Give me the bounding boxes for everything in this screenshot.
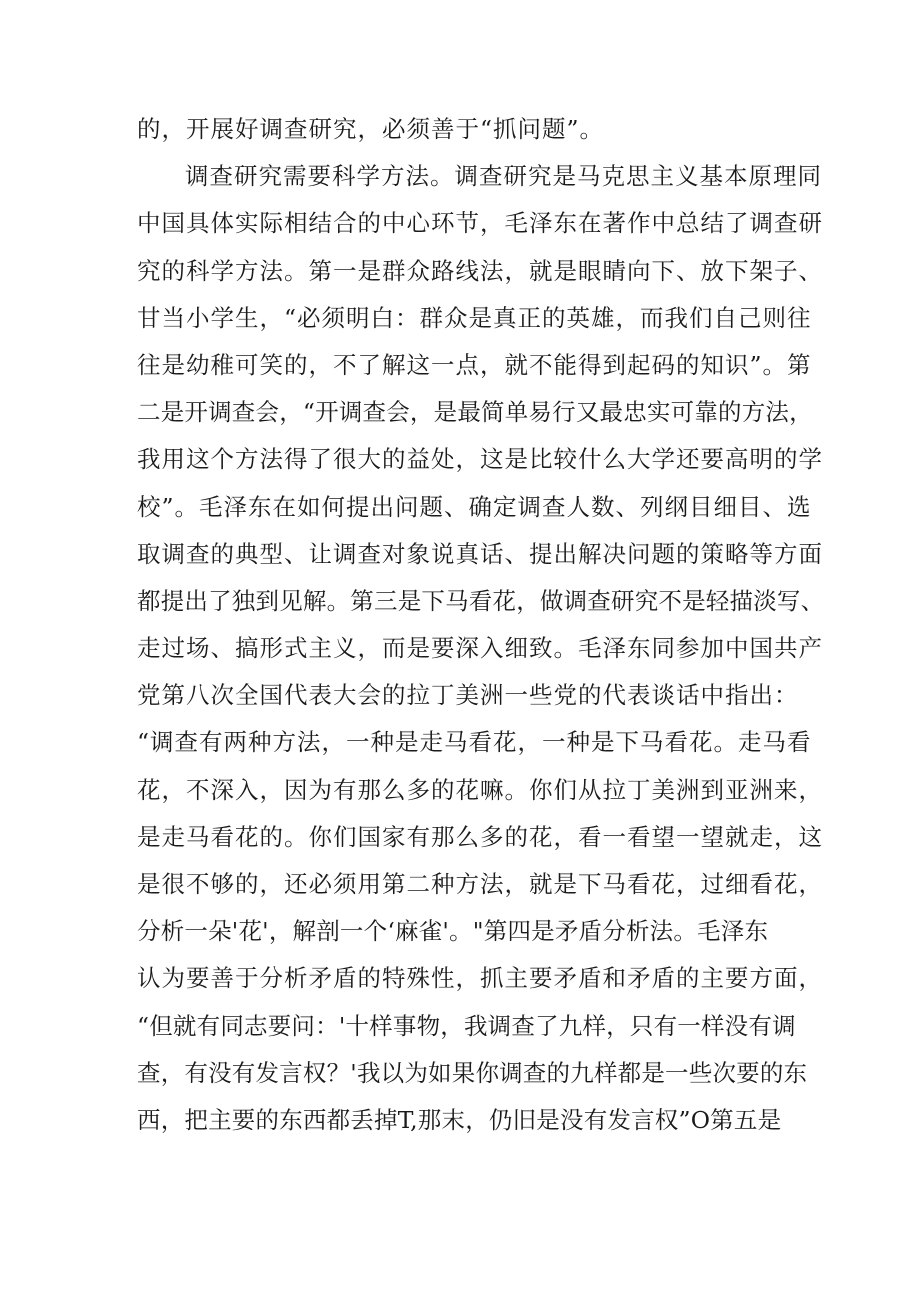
text-line: 我用这个方法得了很大的益处，这是比较什么大学还要高明的学 [137,445,823,474]
text-line: 中国具体实际相结合的中心环节，毛泽东在著作中总结了调查研 [137,209,823,238]
text-line: 党第八次全国代表大会的拉丁美洲一些党的代表谈话中指出： [137,681,799,710]
text-line: 走过场、搞形式主义，而是要深入细致。毛泽东同参加中国共产 [137,634,823,663]
text-line: 都提出了独到见解。第三是下马看花，做调查研究不是轻描淡写、 [137,586,825,615]
text-line: 花，不深入，因为有那么多的花嘛。你们从拉丁美洲到亚洲来， [137,775,823,804]
text-line: 甘当小学生，“必须明白：群众是真正的英雄，而我们自己则往 [137,303,812,332]
text-line: 取调查的典型、让调查对象说真话、提出解决问题的策略等方面 [137,539,823,568]
body-text [137,106,825,1144]
text-line: “但就有同志要问：'十样事物，我调查了九样，只有一样没有调 [137,1011,796,1040]
text-line: 西，把主要的东西都丢掉T,那末，仍旧是没有发言权”O第五是 [137,1105,782,1134]
text-line: 究的科学方法。第一是群众路线法，就是眼睛向下、放下架子、 [137,256,823,285]
text-line: 分析一朵'花'，解剖一个‘麻雀'。"第四是矛盾分析法。毛泽东 [137,917,769,946]
text-line: 校”。毛泽东在如何提出问题、确定调查人数、列纲目细目、选 [137,492,812,521]
text-line: 认为要善于分析矛盾的特殊性，抓主要矛盾和矛盾的主要方面， [137,964,823,993]
paragraph-start-line: 调查研究需要科学方法。调查研究是马克思主义基本原理同 [185,162,822,191]
text-line: 是走马看花的。你们国家有那么多的花，看一看望一望就走，这 [137,822,823,851]
text-line: 二是开调查会，“开调查会，是最简单易行又最忠实可靠的方法， [137,398,813,427]
text-line: 的，开展好调查研究，必须善于“抓问题”。 [137,115,605,143]
text-line: 是很不够的，还必须用第二种方法，就是下马看花，过细看花， [137,870,823,898]
text-line: “调查有两种方法，一种是走马看花，一种是下马看花。走马看 [137,728,812,757]
text-line: 往是幼稚可笑的，不了解这一点，就不能得到起码的知识”。第 [137,350,812,379]
text-line: 查，有没有发言权？'我以为如果你调查的九样都是一些次要的东 [137,1058,808,1087]
